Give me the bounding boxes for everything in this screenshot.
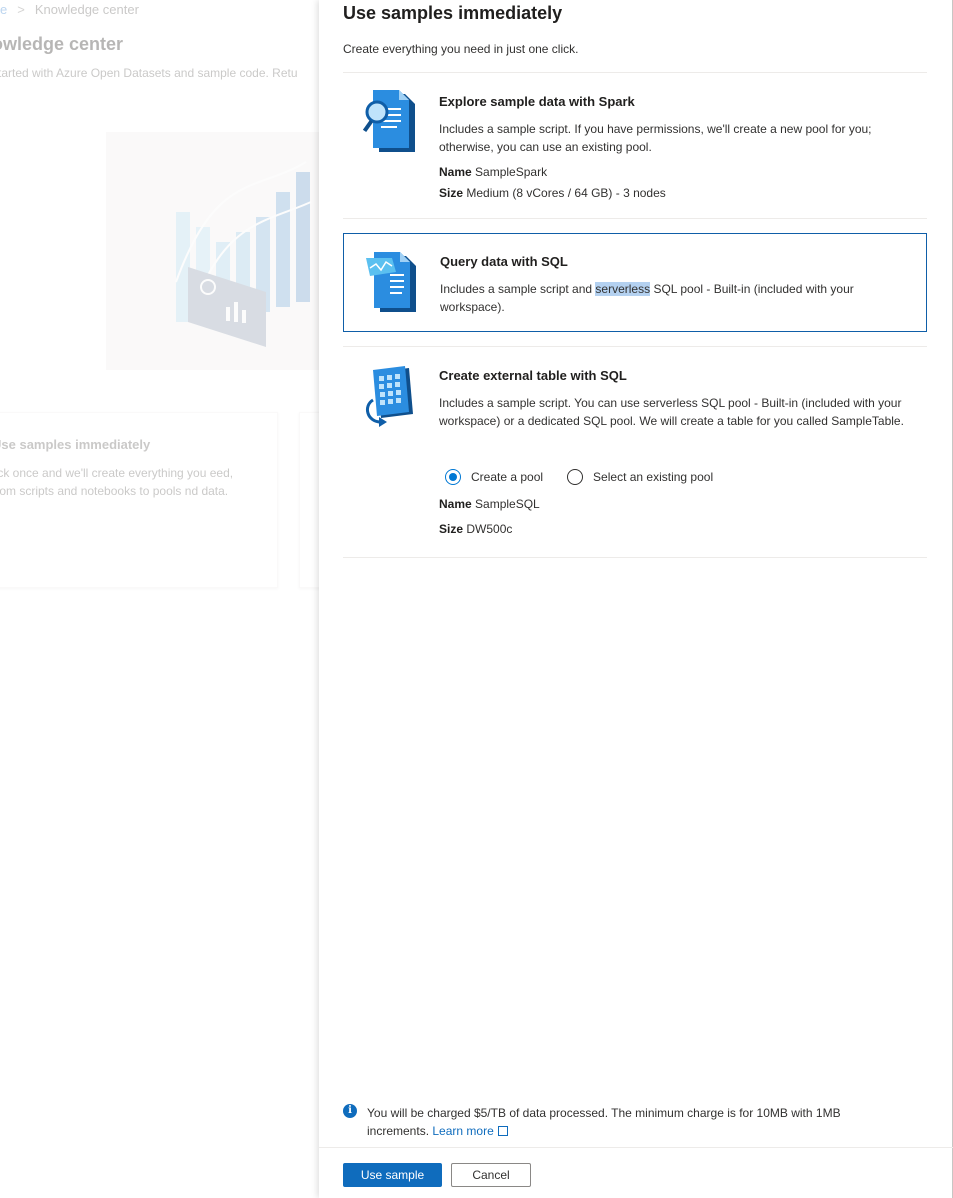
external-link-icon xyxy=(498,1126,508,1136)
learn-more-link[interactable] xyxy=(432,1124,507,1138)
pricing-info xyxy=(343,1104,903,1140)
use-samples-panel xyxy=(319,0,953,1198)
option-name-line xyxy=(439,497,540,511)
radio-selected-icon[interactable] xyxy=(445,469,461,485)
overlay-scrim[interactable] xyxy=(0,0,320,1198)
divider xyxy=(343,557,927,558)
option-title: Create external table with SQL xyxy=(439,368,627,383)
footer-divider xyxy=(319,1147,953,1148)
option-title: Explore sample data with Spark xyxy=(439,94,635,109)
option-external-table[interactable] xyxy=(343,354,927,556)
highlighted-text: serverless xyxy=(595,282,651,296)
radio-existing-pool[interactable] xyxy=(567,469,713,485)
size-label: Size xyxy=(439,186,464,200)
info-text-block xyxy=(367,1104,903,1140)
desc-after: SQL pool - Built-in (included with your workspace). xyxy=(440,282,854,314)
divider xyxy=(343,346,927,347)
info-icon: i xyxy=(343,1104,357,1118)
background-page xyxy=(0,0,320,1198)
option-size-line xyxy=(439,186,666,200)
spark-notebook-icon xyxy=(363,90,419,154)
learn-more-label: Learn more xyxy=(432,1124,494,1138)
radio-label: Select an existing pool xyxy=(593,470,714,484)
name-value: SampleSQL xyxy=(475,497,540,511)
cancel-button[interactable]: Cancel xyxy=(451,1163,531,1187)
option-description xyxy=(440,280,910,316)
option-description: Includes a sample script. You can use serverless SQL pool - Built-in (included with your workspace) or a dedicated SQL pool. We will create a table for you called SampleTable. xyxy=(439,396,904,428)
use-sample-button[interactable]: Use sample xyxy=(343,1163,442,1187)
option-title: Query data with SQL xyxy=(440,254,568,269)
size-value: DW500c xyxy=(466,522,513,536)
divider xyxy=(343,218,927,219)
info-text: You will be charged $5/TB of data processed. The minimum charge is for 10MB with 1MB increments. xyxy=(367,1106,841,1138)
external-table-icon xyxy=(363,366,419,430)
radio-label: Create a pool xyxy=(471,470,544,484)
panel-title: Use samples immediately xyxy=(343,3,563,23)
size-value: Medium (8 vCores / 64 GB) - 3 nodes xyxy=(466,186,666,200)
option-query-sql[interactable] xyxy=(343,233,927,332)
option-description: Includes a sample script. If you have permissions, we'll create a new pool for you; otherwise, you can use an existing pool. xyxy=(439,122,872,154)
name-label: Name xyxy=(439,165,472,179)
radio-create-pool[interactable] xyxy=(445,469,543,485)
sql-script-icon xyxy=(364,250,420,314)
desc-before: Includes a sample script and xyxy=(440,282,596,296)
panel-subtitle: Create everything you need in just one click. xyxy=(343,42,579,56)
size-label: Size xyxy=(439,522,464,536)
option-name-line xyxy=(439,165,547,179)
option-spark[interactable] xyxy=(343,80,927,216)
pool-choice-group xyxy=(445,469,737,485)
name-label: Name xyxy=(439,497,472,511)
divider xyxy=(343,72,927,73)
option-size-line xyxy=(439,522,512,536)
name-value: SampleSpark xyxy=(475,165,548,179)
radio-unselected-icon[interactable] xyxy=(567,469,583,485)
